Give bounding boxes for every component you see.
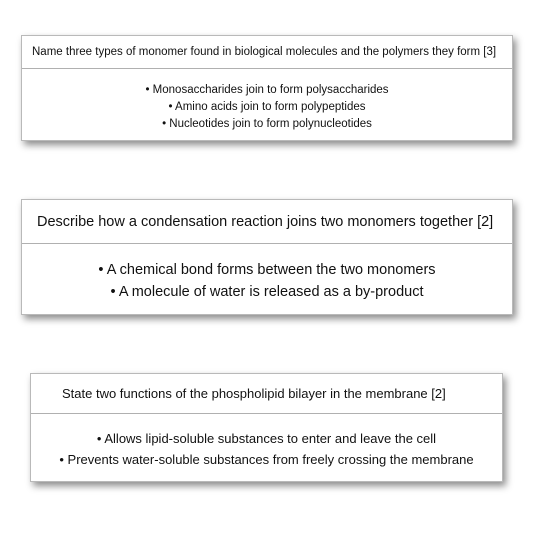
answer-line: • Prevents water-soluble substances from freely crossing the membrane (59, 452, 474, 467)
flashcard-question (31, 374, 502, 414)
answer-line: • Monosaccharides join to form polysaccharides (145, 84, 389, 96)
answer-line: • Nucleotides join to form polynucleotides (162, 118, 372, 130)
flashcard-answer (31, 414, 502, 470)
flashcard-answer (22, 69, 512, 133)
answer-line: • Amino acids join to form polypeptides (168, 101, 366, 113)
question-text: State two functions of the phospholipid bilayer in the membrane [2] (62, 386, 446, 401)
answer-line: • Allows lipid-soluble substances to enter and leave the cell (96, 431, 437, 446)
flashcard-phospholipid (30, 373, 503, 482)
question-text: Name three types of monomer found in biological molecules and the polymers they form [3] (32, 46, 497, 58)
flashcard-question (22, 200, 512, 244)
question-text: Describe how a condensation reaction joins two monomers together [2] (37, 213, 494, 230)
flashcard-answer (22, 244, 512, 303)
answer-line: • A chemical bond forms between the two monomers (98, 262, 436, 278)
flashcard-question (22, 36, 512, 69)
flashcard-condensation (21, 199, 513, 315)
flashcard-monomers (21, 35, 513, 141)
answer-line: • A molecule of water is released as a by-product (110, 284, 424, 300)
